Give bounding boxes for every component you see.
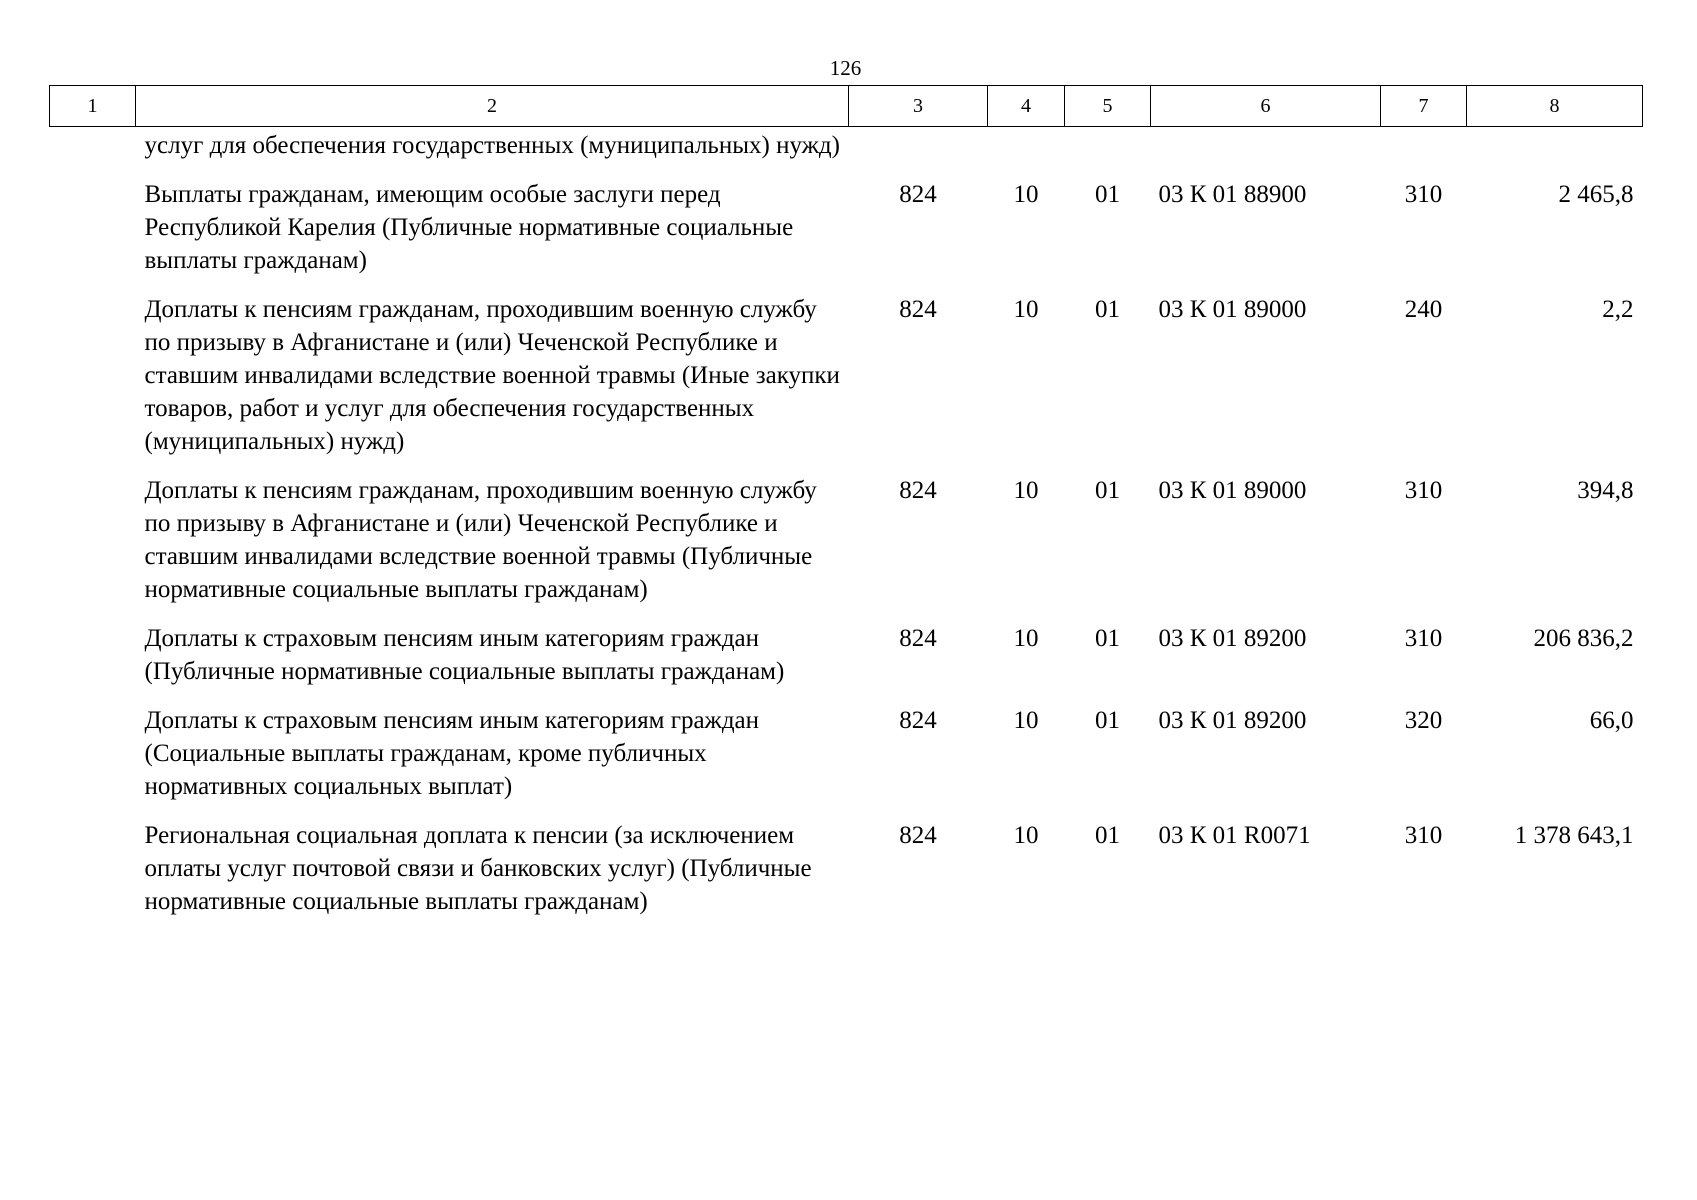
- row-subsection: 01: [1095, 625, 1120, 652]
- column-header-6: 6: [1151, 86, 1381, 127]
- row-name: Доплаты к пенсиям гражданам, проходившим военную службу по призыву в Афганистане и (или) Чеченской Республике и ставшим инвалидами вследствие военной травмы (Иные закупки товаров, работ и услуг для обеспечения государственных (муниципальных) нужд): [144, 296, 840, 455]
- budget-table: [49, 85, 1643, 918]
- table-row: [50, 622, 1643, 704]
- row-target: 03 К 01 88900: [1158, 181, 1307, 208]
- table-row: [50, 704, 1643, 819]
- continued-text: услуг для обеспечения государственных (муниципальных) нужд): [144, 132, 840, 159]
- page-number: 126: [829, 56, 862, 80]
- row-expense-type: 310: [1404, 822, 1443, 849]
- row-section: 10: [1013, 707, 1039, 734]
- table-row: [50, 178, 1643, 293]
- row-expense-type: 240: [1404, 296, 1443, 323]
- row-ministry: 824: [899, 625, 937, 652]
- row-name: Доплаты к пенсиям гражданам, проходившим военную службу по призыву в Афганистане и (или) Чеченской Республике и ставшим инвалидами вследствие военной травмы (Публичные нормативные социальные выплаты гражданам): [144, 477, 817, 603]
- row-expense-type: 320: [1404, 707, 1443, 734]
- row-expense-type: 310: [1404, 181, 1443, 208]
- column-header-1: 1: [50, 86, 136, 127]
- row-ministry: 824: [899, 181, 937, 208]
- row-target: 03 К 01 89000: [1158, 296, 1307, 323]
- row-expense-type: 310: [1404, 477, 1443, 504]
- row-subsection: 01: [1095, 707, 1120, 734]
- column-header-7: 7: [1381, 86, 1467, 127]
- column-header-8: 8: [1467, 86, 1643, 127]
- row-target: 03 К 01 89200: [1158, 625, 1307, 652]
- row-section: 10: [1013, 822, 1039, 849]
- row-target: 03 К 01 89200: [1158, 707, 1307, 734]
- row-subsection: 01: [1095, 822, 1120, 849]
- table-row: [50, 293, 1643, 474]
- table-row: [50, 474, 1643, 622]
- table-row: [50, 819, 1643, 918]
- column-header-3: 3: [849, 86, 988, 127]
- row-section: 10: [1013, 477, 1039, 504]
- row-amount: 2,2: [1602, 296, 1634, 323]
- continued-row: [50, 127, 1643, 179]
- column-header-4: 4: [988, 86, 1065, 127]
- row-name: Доплаты к страховым пенсиям иным категориям граждан (Публичные нормативные социальные выплаты гражданам): [144, 625, 785, 685]
- row-target: 03 К 01 89000: [1158, 477, 1307, 504]
- row-amount: 66,0: [1589, 707, 1634, 734]
- row-ministry: 824: [899, 296, 937, 323]
- row-section: 10: [1013, 296, 1039, 323]
- row-name: Региональная социальная доплата к пенсии (за исключением оплаты услуг почтовой связи и банковских услуг) (Публичные нормативные социальные выплаты гражданам): [144, 822, 812, 915]
- row-subsection: 01: [1095, 181, 1120, 208]
- column-header-5: 5: [1065, 86, 1151, 127]
- row-name: Доплаты к страховым пенсиям иным категориям граждан (Социальные выплаты гражданам, кроме публичных нормативных социальных выплат): [144, 707, 760, 800]
- row-subsection: 01: [1095, 477, 1120, 504]
- row-ministry: 824: [899, 822, 937, 849]
- row-expense-type: 310: [1404, 625, 1443, 652]
- row-amount: 1 378 643,1: [1514, 822, 1634, 849]
- row-name: Выплаты гражданам, имеющим особые заслуги перед Республикой Карелия (Публичные нормативные социальные выплаты гражданам): [144, 181, 794, 274]
- row-amount: 2 465,8: [1558, 181, 1634, 208]
- row-subsection: 01: [1095, 296, 1120, 323]
- row-target: 03 К 01 R0071: [1158, 822, 1311, 849]
- row-section: 10: [1013, 625, 1039, 652]
- row-ministry: 824: [899, 477, 937, 504]
- column-header-2: 2: [136, 86, 849, 127]
- header-row: [50, 86, 1643, 127]
- row-amount: 394,8: [1577, 477, 1634, 504]
- row-section: 10: [1013, 181, 1039, 208]
- row-ministry: 824: [899, 707, 937, 734]
- row-amount: 206 836,2: [1533, 625, 1634, 652]
